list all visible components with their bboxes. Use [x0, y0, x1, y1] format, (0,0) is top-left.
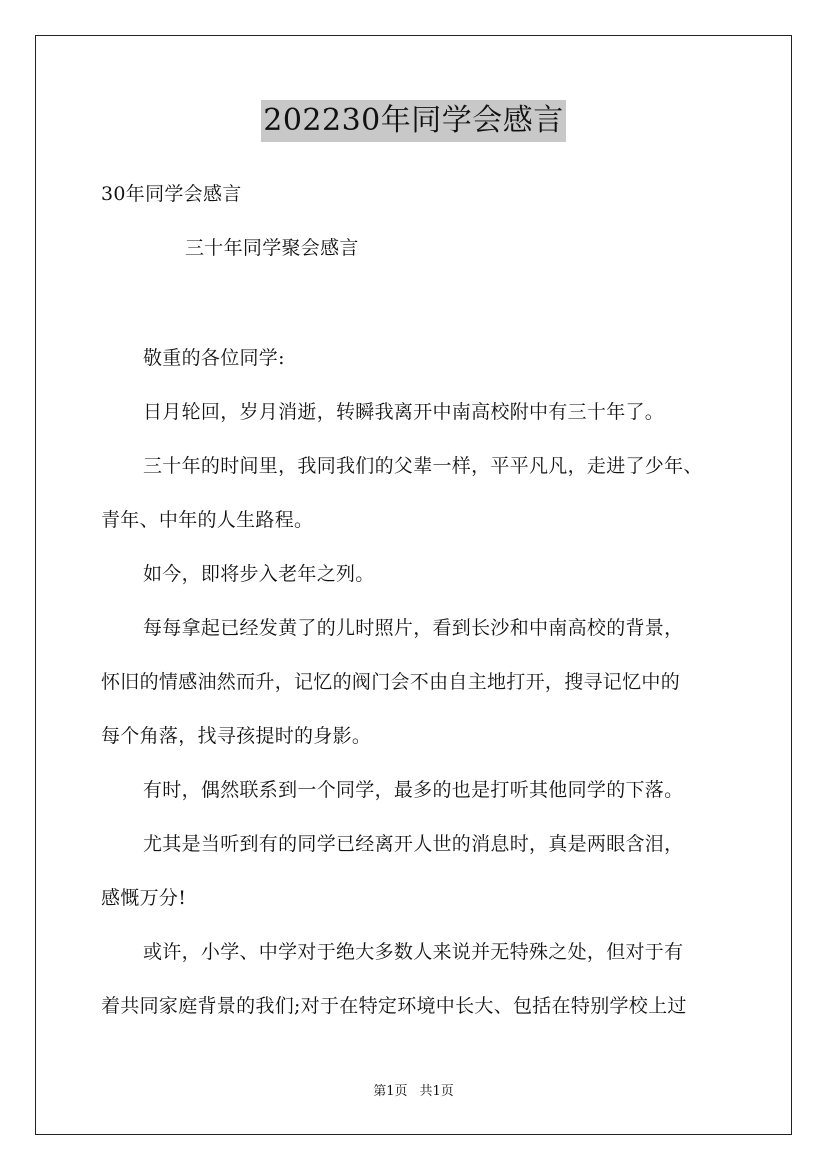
paragraph-line: 有时，偶然联系到一个同学，最多的也是打听其他同学的下落。: [143, 779, 684, 801]
heading: 三十年同学聚会感言: [185, 237, 359, 259]
paragraph-line: 怀旧的情感油然而升，记忆的阀门会不由自主地打开，搜寻记忆中的: [101, 671, 681, 693]
paragraph-line: 日月轮回，岁月消逝，转瞬我离开中南高校附中有三十年了。: [143, 401, 665, 423]
paragraph-line: 尤其是当听到有的同学已经离开人世的消息时，真是两眼含泪，: [143, 833, 684, 855]
paragraph-line: 青年、中年的人生路程。: [101, 509, 314, 531]
title-container: [0, 100, 827, 142]
page-number: 第1页: [373, 1084, 408, 1099]
paragraph-line: 如今，即将步入老年之列。: [143, 563, 375, 585]
paragraph-line: 感慨万分!: [101, 887, 187, 909]
page-footer: [0, 1083, 827, 1101]
page-total: 共1页: [419, 1084, 454, 1099]
paragraph-line: 每每拿起已经发黄了的儿时照片，看到长沙和中南高校的背景，: [143, 617, 684, 639]
paragraph-line: 每个角落，找寻孩提时的身影。: [101, 725, 372, 747]
paragraph-line: 三十年的时间里，我同我们的父辈一样，平平凡凡，走进了少年、: [143, 455, 703, 477]
paragraph-line: 敬重的各位同学:: [143, 347, 285, 369]
paragraph-line: 或许，小学、中学对于绝大多数人来说并无特殊之处，但对于有: [143, 941, 684, 963]
subtitle: 30年同学会感言: [101, 183, 242, 205]
paragraph-line: 着共同家庭背景的我们;对于在特定环境中长大、包括在特别学校上过: [101, 995, 687, 1017]
document-title: 202230年同学会感言: [261, 100, 566, 142]
